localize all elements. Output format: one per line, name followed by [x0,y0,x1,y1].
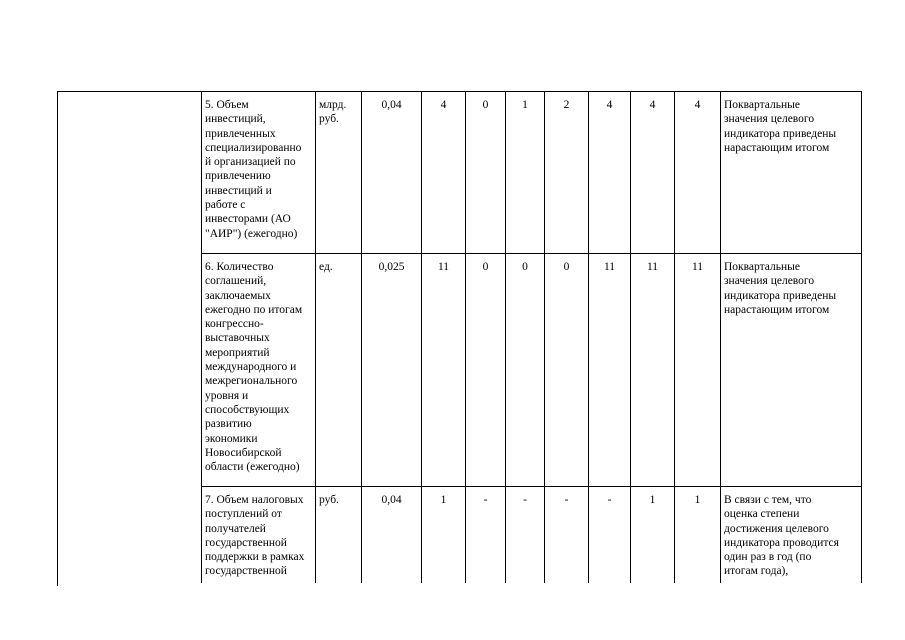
value-cell: - [466,487,506,583]
indicator-name-cell-line: специализированно [205,141,302,154]
left-column-top-border [57,91,202,92]
weight-cell: 0,04 [362,92,422,254]
table-row [202,92,862,254]
indicator-name-cell-line: области (ежегодно) [205,461,300,474]
indicator-name-cell-line: инвестиций, [205,113,266,126]
value-cell: - [545,487,589,583]
indicator-name-cell-line: развитию [205,418,252,431]
indicator-name-cell-line: 6. Количество [205,261,274,273]
unit-cell-line: ед. [319,261,333,273]
note-cell [721,254,862,487]
indicator-name-cell-line: экономики [205,432,258,445]
indicator-name-cell-line: мероприятий [205,346,270,359]
indicator-name-cell [202,254,316,487]
weight-cell: 0,04 [362,487,422,583]
note-cell-line: индикатора приведены [724,289,837,302]
indicator-name-cell-line: уровня и [205,389,249,402]
indicator-name-cell-line: Новосибирской [205,446,282,459]
indicator-name-cell-line: инвесторами (АО [205,213,291,226]
value-cell: 1 [506,92,545,254]
indicator-name-cell-line: конгрессно- [205,318,264,331]
note-cell-line: индикатора проводится [724,536,839,549]
indicator-name-cell-line: привлеченных [205,127,276,140]
unit-cell [316,92,362,254]
indicator-name-cell [202,92,316,254]
unit-cell-line: руб. [319,113,339,126]
indicator-name-cell-line: способствующих [205,403,290,416]
value-cell: 11 [589,254,631,487]
note-cell-line: оценка степени [724,508,800,521]
left-column-border [57,91,58,586]
indicator-name-cell-line: получателей [205,522,266,535]
note-cell-line: один раз в год (по [724,551,812,564]
unit-cell-line: руб. [319,494,339,506]
value-cell: 1 [422,487,466,583]
note-cell-line: значения целевого [724,275,815,288]
indicator-name-cell-line: межрегионального [205,375,298,388]
indicator-name-cell-line: поддержки в рамках [205,551,305,564]
indicator-name-cell-line: соглашений, [205,275,267,288]
value-cell: 4 [675,92,721,254]
page-bottom-margin [0,586,905,640]
value-cell: 2 [545,92,589,254]
indicator-name-cell-line: привлечению [205,170,271,183]
indicator-name-cell-line: 7. Объем налоговых [205,494,304,506]
value-cell: 0 [466,92,506,254]
value-cell: 1 [631,487,675,583]
indicator-name-cell-line: международного и [205,361,297,374]
table-row [202,254,862,487]
unit-cell [316,487,362,583]
target-indicators-table [201,91,862,583]
note-cell-line: итогам года), [724,565,789,578]
note-cell-line: достижения целевого [724,522,829,535]
value-cell: 0 [466,254,506,487]
indicator-name-cell [202,487,316,583]
note-cell [721,92,862,254]
value-cell: - [506,487,545,583]
value-cell: 11 [422,254,466,487]
weight-cell: 0,025 [362,254,422,487]
table-row [202,487,862,583]
value-cell: 0 [545,254,589,487]
note-cell-line: Поквартальные [724,261,800,273]
indicator-name-cell-line: инвестиций и [205,184,272,197]
value-cell: 4 [422,92,466,254]
indicator-name-cell-line: й организацией по [205,156,296,169]
indicator-name-cell-line: заключаемых [205,289,271,302]
note-cell-line: нарастающим итогом [724,303,830,316]
value-cell: 4 [631,92,675,254]
indicator-name-cell-line: ежегодно по итогам [205,303,303,316]
unit-cell-line: млрд. [319,99,347,111]
indicator-name-cell-line: поступлений от [205,508,282,521]
note-cell-line: значения целевого [724,113,815,126]
note-cell [721,487,862,583]
value-cell: 11 [675,254,721,487]
indicator-name-cell-line: государственной [205,536,287,549]
note-cell-line: Поквартальные [724,99,800,111]
note-cell-line: нарастающим итогом [724,141,830,154]
indicator-name-cell-line: "АИР") (ежегодно) [205,227,298,240]
value-cell: 0 [506,254,545,487]
note-cell-line: индикатора приведены [724,127,837,140]
indicator-name-cell-line: работе с [205,199,246,212]
value-cell: 4 [589,92,631,254]
unit-cell [316,254,362,487]
value-cell: 1 [675,487,721,583]
indicator-name-cell-line: 5. Объем [205,99,249,111]
value-cell: - [589,487,631,583]
note-cell-line: В связи с тем, что [724,494,812,506]
value-cell: 11 [631,254,675,487]
indicator-name-cell-line: выставочных [205,332,270,345]
indicator-name-cell-line: государственной [205,565,287,578]
